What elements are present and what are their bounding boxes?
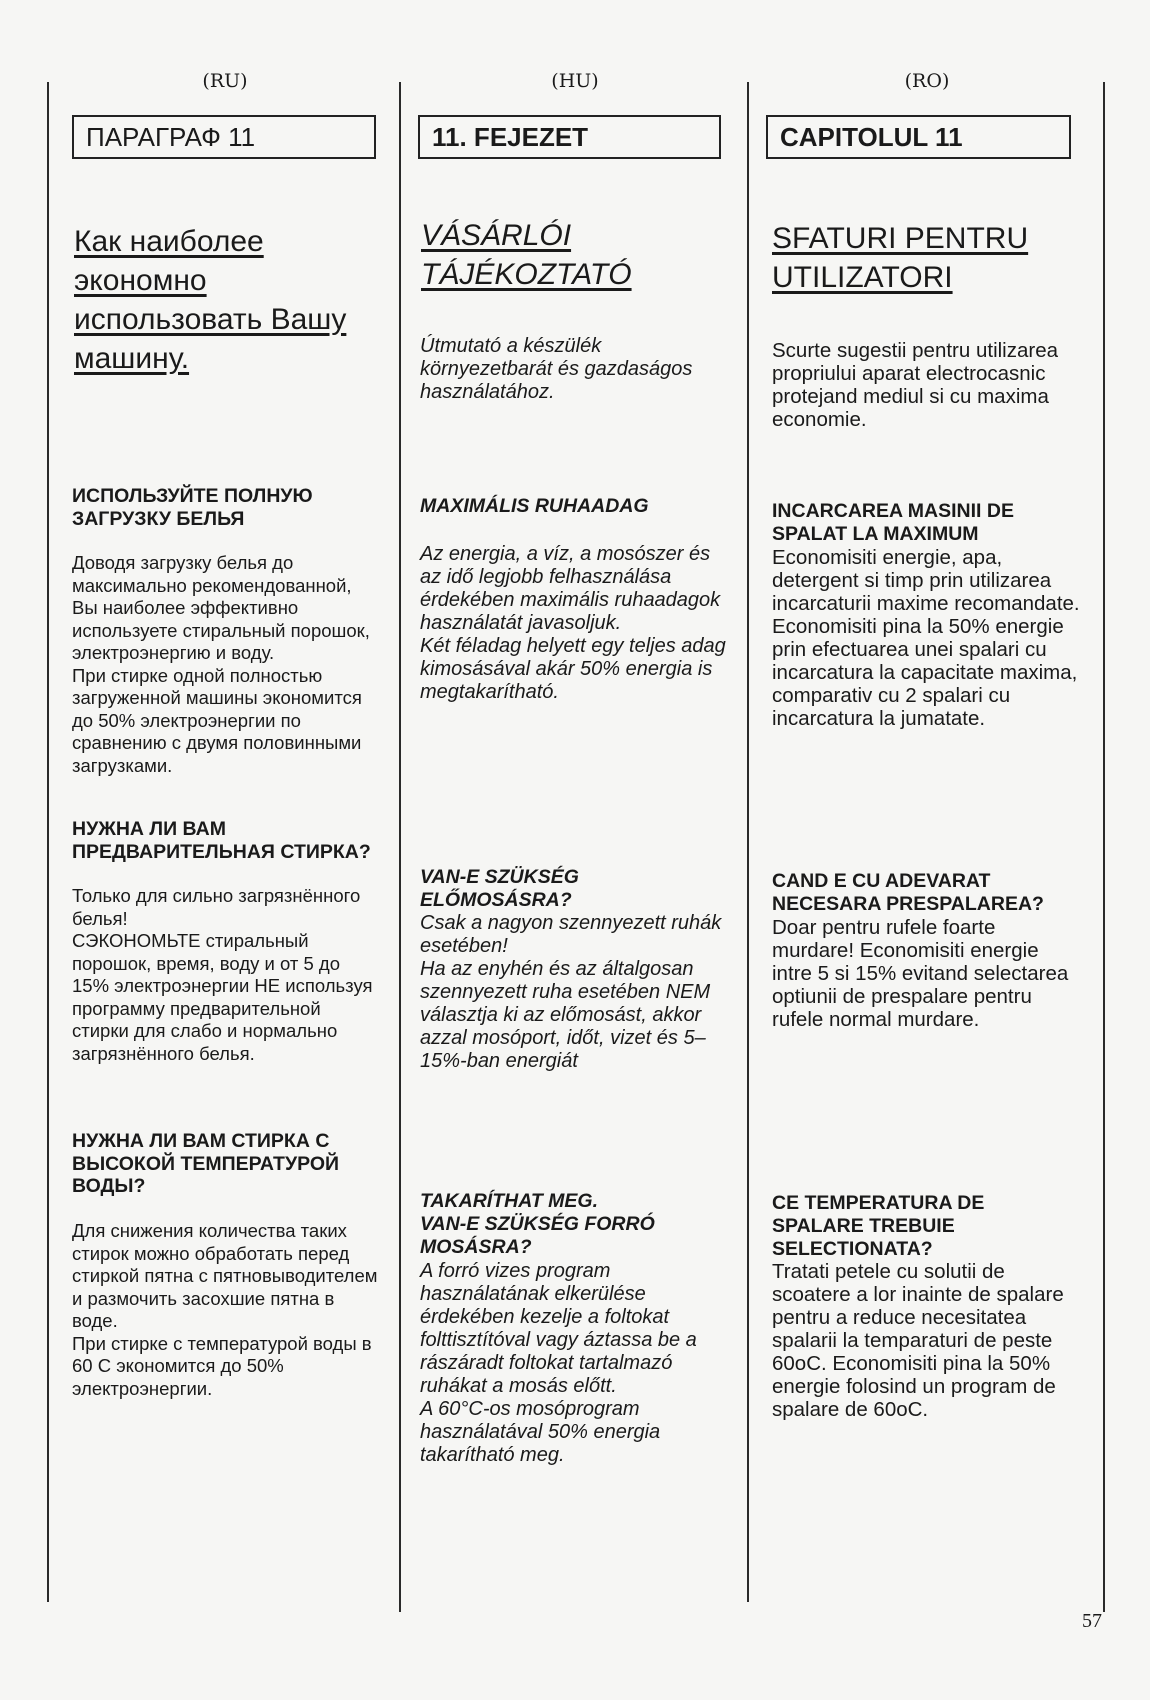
section-body: Для снижения количества таких стирок можно обработать перед стиркой пятна с пятновыводителем и размочить засохшие пятна в воде. При стирке с температурой воды в 60 С экономится до 50% электроэнергии. (72, 1220, 378, 1399)
section-heading: НУЖНА ЛИ ВАМ ПРЕДВАРИТЕЛЬНАЯ СТИРКА? (72, 818, 371, 863)
chapter-label: CAPITOLUL 11 (780, 122, 963, 152)
section-body: Az energia, a víz, a mosószer és az idő legjobb felhasználása érdekében maximális ruhaadagok használatát javasoljuk. Két féladag helyett egy teljes adag kimosásával akár 50% energia is megtakarítható. (420, 543, 726, 703)
column-divider-left (47, 82, 49, 1602)
subtitle-hu: Útmutató a készülék környezetbarát és gazdaságos használatához. (420, 335, 693, 403)
chapter-box-ro (766, 115, 1071, 159)
page-title-ru: Как наиболее экономно использовать Вашу машину. (74, 225, 347, 375)
section-heading: INCARCAREA MASINII DE SPALAT LA MAXIMUM (772, 500, 1014, 545)
language-badge-ro: (RO) (904, 70, 950, 92)
page-title-hu: VÁSÁRLÓI TÁJÉKOZTATÓ (421, 219, 632, 291)
language-badge-ru: (RU) (202, 70, 248, 92)
column-divider-2 (747, 82, 749, 1602)
section-body: Doar pentru rufele foarte murdare! Economisiti energie intre 5 si 15% evitand selectarea optiunii de prespalare pentru rufele normal murdare. (772, 916, 1069, 1031)
section-heading: НУЖНА ЛИ ВАМ СТИРКА С ВЫСОКОЙ ТЕМПЕРАТУРОЙ ВОДЫ? (72, 1130, 340, 1197)
section-body: A forró vizes program használatának elkerülése érdekében kezelje a foltokat folttisztítóval vagy áztassa be a rászáradt foltokat tartalmazó ruhákat a mosás előtt. A 60°C-os mosóprogram használatával 50% energia takarítható meg. (420, 1260, 697, 1466)
section-heading: TAKARÍTHAT MEG. VAN-E SZÜKSÉG FORRÓ MOSÁSRA? (420, 1190, 655, 1258)
column-divider-1 (399, 82, 401, 1612)
chapter-label: ПАРАГРАФ 11 (86, 122, 256, 152)
chapter-label: 11. FEJEZET (432, 122, 589, 152)
subtitle-ro: Scurte sugestii pentru utilizarea propriului aparat electrocasnic protejand mediul si cu maxima economie. (772, 339, 1059, 431)
chapter-box-ru (72, 115, 376, 159)
section-heading: CAND E CU ADEVARAT NECESARA PRESPALAREA? (772, 870, 1044, 915)
section-body: Доводя загрузку белья до максимально рекомендованной, Вы наиболее эффективно используете стиральный порошок, электроэнергию и воду. При стирке одной полностью загруженной машины экономится до 50% электроэнергии по сравнению с двумя половинными загрузками. (72, 552, 370, 776)
language-badge-hu: (HU) (551, 70, 599, 92)
section-heading: CE TEMPERATURA DE SPALARE TREBUIE SELECTIONATA? (772, 1192, 985, 1260)
page-number: 57 (1082, 1610, 1102, 1632)
page-title-ro: SFATURI PENTRU UTILIZATORI (772, 222, 1029, 294)
section-heading: MAXIMÁLIS RUHAADAG (420, 495, 649, 517)
section-body: Csak a nagyon szennyezett ruhák esetében! Ha az enyhén és az általgosan szennyezett ruha esetében NEM választja ki az előmosást, akkor azzal mosóport, időt, vizet és 5–15%-ban energiát (420, 912, 722, 1072)
chapter-box-hu (418, 115, 721, 159)
section-body: Tratati petele cu solutii de scoatere a lor inainte de spalare pentru a reduce necesitatea spalarii la temparaturi de peste 60oC. Economisiti pina la 50% energie folosind un program de spalare de 60oC. (772, 1260, 1064, 1421)
section-heading: VAN-E SZÜKSÉG ELŐMOSÁSRA? (420, 866, 579, 911)
section-body: Economisiti energie, apa, detergent si timp prin utilizarea incarcaturii maxime recomandate. Economisiti pina la 50% energie prin efectuarea unei spalari cu incarcatura la capacitate maxima, comparativ cu 2 spalari cu incarcatura la jumatate. (772, 546, 1080, 730)
column-divider-right (1103, 82, 1105, 1612)
section-body: Только для сильно загрязнённого белья! СЭКОНОМЬТЕ стиральный порошок, время, воду и от 5 до 15% электроэнергии НЕ используя программу предварительной стирки для слабо и нормально загрязнённого белья. (72, 885, 373, 1064)
section-heading: ИСПОЛЬЗУЙТЕ ПОЛНУЮ ЗАГРУЗКУ БЕЛЬЯ (72, 485, 313, 530)
